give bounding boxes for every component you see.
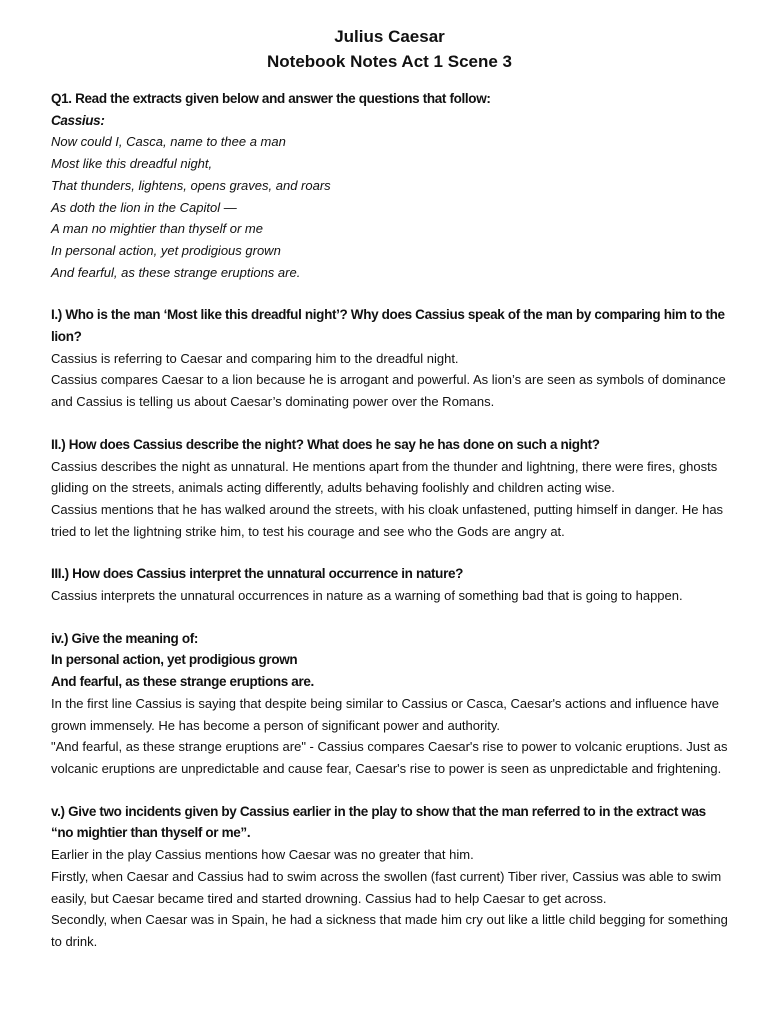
sub-question-heading: II.) How does Cassius describe the night? What does he say he has done on such a night? (51, 436, 600, 452)
document-subtitle: Notebook Notes Act 1 Scene 3 (267, 52, 512, 71)
sub-question-2 (51, 434, 728, 543)
answer-paragraph: Cassius interprets the unnatural occurrences in nature as a warning of something bad that is going to happen. (51, 588, 683, 604)
extract-line: And fearful, as these strange eruptions are. (51, 264, 301, 280)
sub-question-heading: v.) Give two incidents given by Cassius earlier in the play to show that the man referred to in the extract was “no mightier than thyself or me”. (51, 803, 706, 841)
answer-paragraph: Cassius is referring to Caesar and comparing him to the dreadful night. (51, 350, 459, 366)
extract-line: A man no mightier than thyself or me (51, 221, 263, 237)
answer-paragraph: Cassius describes the night as unnatural. He mentions apart from the thunder and lightning, there were fires, ghosts gliding on the streets, animals acting differently, adults behaving foolishly and children acting wise. (51, 458, 718, 496)
extract-block (51, 131, 728, 283)
sub-question-1 (51, 304, 728, 413)
sub-question-heading: I.) Who is the man ‘Most like this dreadful night’? Why does Cassius speak of the man by comparing him to the lion? (51, 307, 725, 345)
question-1-block (51, 88, 728, 283)
extract-line: Most like this dreadful night, (51, 156, 213, 172)
sub-question-4 (51, 628, 728, 780)
answer-paragraph: Cassius mentions that he has walked around the streets, with his cloak unfastened, putting himself in danger. He has tried to let the lightning strike him, to test his courage and see who the Gods are angry at. (51, 501, 724, 539)
answer-paragraph: Cassius compares Caesar to a lion because he is arrogant and powerful. As lion’s are seen as symbols of dominance and Cassius is telling us about Caesar’s dominating power over the Romans. (51, 372, 726, 410)
question-1-heading: Q1. Read the extracts given below and answer the questions that follow: (51, 91, 491, 106)
extract-line: Now could I, Casca, name to thee a man (51, 134, 286, 150)
answer-paragraph: Secondly, when Caesar was in Spain, he had a sickness that made him cry out like a little child begging for something to drink. (51, 912, 728, 949)
sub-question-heading: III.) How does Cassius interpret the unnatural occurrence in nature? (51, 566, 464, 582)
extract-line: That thunders, lightens, opens graves, and roars (51, 177, 331, 193)
answer-paragraph: In the first line Cassius is saying that despite being similar to Cassius or Casca, Caesar's actions and influence have grown immensely. He has become a person of significant power and authority. (51, 695, 719, 733)
extract-line: As doth the lion in the Capitol — (51, 199, 237, 215)
answer-paragraph: "And fearful, as these strange eruptions are" - Cassius compares Caesar's rise to power to volcanic eruptions. Just as volcanic eruptions are unpredictable and cause fear, Caesar's rise to power is seen as unpredictable and frightening. (51, 739, 728, 776)
extract-line: In personal action, yet prodigious grown (51, 242, 281, 258)
answer-paragraph: Firstly, when Caesar and Cassius had to swim across the swollen (fast current) Tiber river, Cassius was able to swim easily, but Caesar became tired and started drowning. Cassius had to help Caesar to get across. (51, 868, 722, 906)
sub-question-5 (51, 801, 728, 953)
quoted-line: In personal action, yet prodigious grown (51, 652, 298, 668)
answer-paragraph: Earlier in the play Cassius mentions how Caesar was no greater that him. (51, 847, 474, 863)
document-title: Julius Caesar (334, 27, 445, 46)
sub-question-3 (51, 563, 728, 606)
speaker-label: Cassius: (51, 112, 105, 128)
quoted-line: And fearful, as these strange eruptions are. (51, 674, 314, 690)
sub-question-heading: iv.) Give the meaning of: (51, 630, 199, 646)
